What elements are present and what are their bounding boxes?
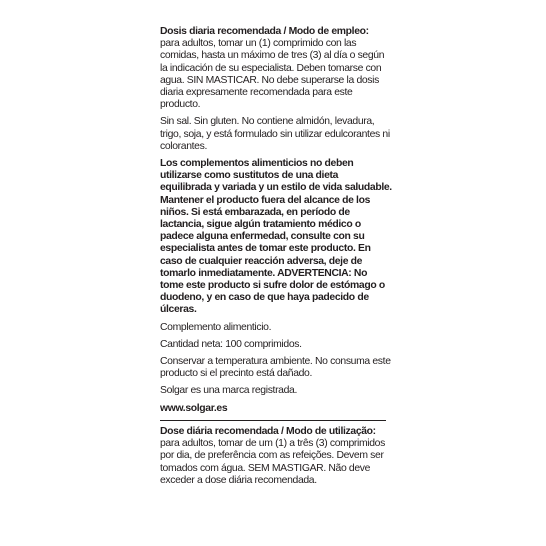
product-label-text xyxy=(160,26,392,492)
website-link[interactable]: www.solgar.es xyxy=(160,402,228,414)
dosage-text-es: para adultos, tomar un (1) comprimido con las comidas, hasta un máximo de tres (3) al día o según la indicación de su especialista. Deben tomarse con agua. SIN MASTICAR. No debe superarse la dosis diaria expresamente recomendada para este producto. xyxy=(160,38,385,111)
net-quantity-text-es: Cantidad neta: 100 comprimidos. xyxy=(160,338,302,350)
dosage-heading-pt: Dose diária recomendada / Modo de utilização: xyxy=(160,425,376,437)
section-divider xyxy=(160,420,386,421)
trademark-text-es: Solgar es una marca registrada. xyxy=(160,385,298,397)
warning-text-es: Los complementos alimenticios no deben utilizarse como sustitutos de una dieta equilibrada y variada y un estilo de vida saludable. Mantener el producto fuera del alcance de los niños. Si está embarazada, en período de lactancia, sigue algún tratamiento médico o padece alguna enfermedad, consulte con su especialista antes de tomar este producto. En caso de cualquier reacción adversa, deje de tomarlo inmediatamente. ADVERTENCIA: No tome este producto si sufre dolor de estómago o duodeno, y en caso de que haya padecido de úlceras. xyxy=(160,158,392,316)
dosage-text-pt: para adultos, tomar de um (1) a três (3) comprimidos por dia, de preferência com as refeições. Devem ser tomados com água. SEM MASTIGAR. Não deve exceder a dose diária recomendada. xyxy=(160,438,385,486)
dosage-section-es xyxy=(160,26,392,111)
free-from-text-es: Sin sal. Sin gluten. No contiene almidón, levadura, trigo, soja, y está formulado sin utilizar edulcorantes ni colorantes. xyxy=(160,116,390,152)
dosage-heading-es: Dosis diaria recomendada / Modo de empleo: xyxy=(160,26,369,37)
storage-text-es: Conservar a temperatura ambiente. No consuma este producto si el precinto está dañado. xyxy=(160,356,391,380)
dosage-section-pt xyxy=(160,426,392,487)
category-text-es: Complemento alimenticio. xyxy=(160,321,272,333)
